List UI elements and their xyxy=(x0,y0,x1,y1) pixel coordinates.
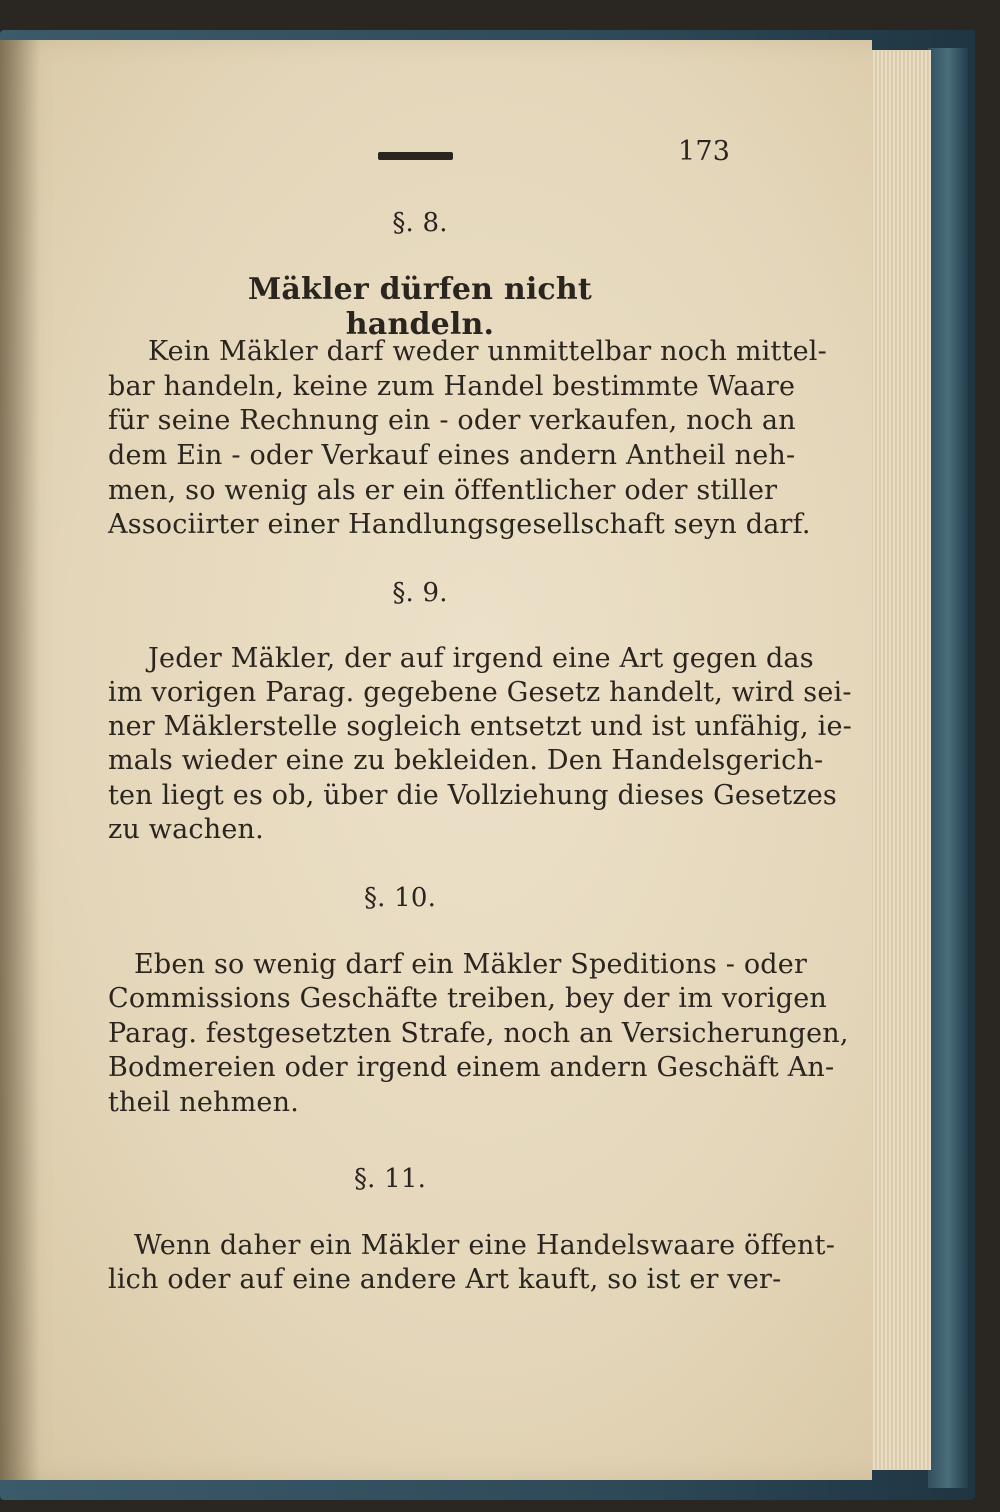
section-10-line: Parag. festgesetzten Strafe, noch an Versicherungen, xyxy=(108,1018,849,1049)
section-8-line: men, so wenig als er ein öffentlicher oder stiller xyxy=(108,475,778,506)
section-9-line: zu wachen. xyxy=(108,814,264,845)
section-9-line: ner Mäklerstelle sogleich entsetzt und ist unfähig, ie- xyxy=(108,711,852,742)
section-11-line: Wenn daher ein Mäkler eine Handelswaare öffent- xyxy=(134,1230,836,1261)
header-ornament-rule xyxy=(378,152,453,160)
section-8-line: dem Ein - oder Verkauf eines andern Antheil neh- xyxy=(108,440,796,471)
section-9-number: §. 9. xyxy=(392,578,448,608)
section-10-number: §. 10. xyxy=(363,883,437,913)
section-11-number: §. 11. xyxy=(353,1164,427,1194)
section-8-line: Associirter einer Handlungsgesellschaft seyn darf. xyxy=(108,509,811,540)
section-10-line: Bodmereien oder irgend einem andern Geschäft An- xyxy=(108,1052,835,1083)
section-10-line: theil nehmen. xyxy=(108,1087,299,1118)
page-gutter-shadow xyxy=(0,40,40,1480)
section-10-line: Eben so wenig darf ein Mäkler Speditions - oder xyxy=(134,949,808,980)
section-9-line: ten liegt es ob, über die Vollziehung dieses Gesetzes xyxy=(108,780,837,811)
section-9-line: Jeder Mäkler, der auf irgend eine Art gegen das xyxy=(148,643,814,674)
book-spine-edge xyxy=(928,48,968,1488)
section-8-line: für seine Rechnung ein - oder verkaufen, noch an xyxy=(108,405,796,436)
section-9-line: mals wieder eine zu bekleiden. Den Handelsgerich- xyxy=(108,745,824,776)
section-9-line: im vorigen Parag. gegebene Gesetz handelt, wird sei- xyxy=(108,677,852,708)
section-10-line: Commissions Geschäfte treiben, bey der im vorigen xyxy=(108,983,827,1014)
section-11-line: lich oder auf eine andere Art kauft, so ist er ver- xyxy=(108,1264,782,1295)
section-8-line: bar handeln, keine zum Handel bestimmte Waare xyxy=(108,371,796,402)
section-8-number: §. 8. xyxy=(392,208,448,238)
section-8-line: Kein Mäkler darf weder unmittelbar noch mittel- xyxy=(148,336,827,367)
page-number: 173 xyxy=(678,136,731,167)
section-8-heading: Mäkler dürfen nicht handeln. xyxy=(248,272,592,342)
